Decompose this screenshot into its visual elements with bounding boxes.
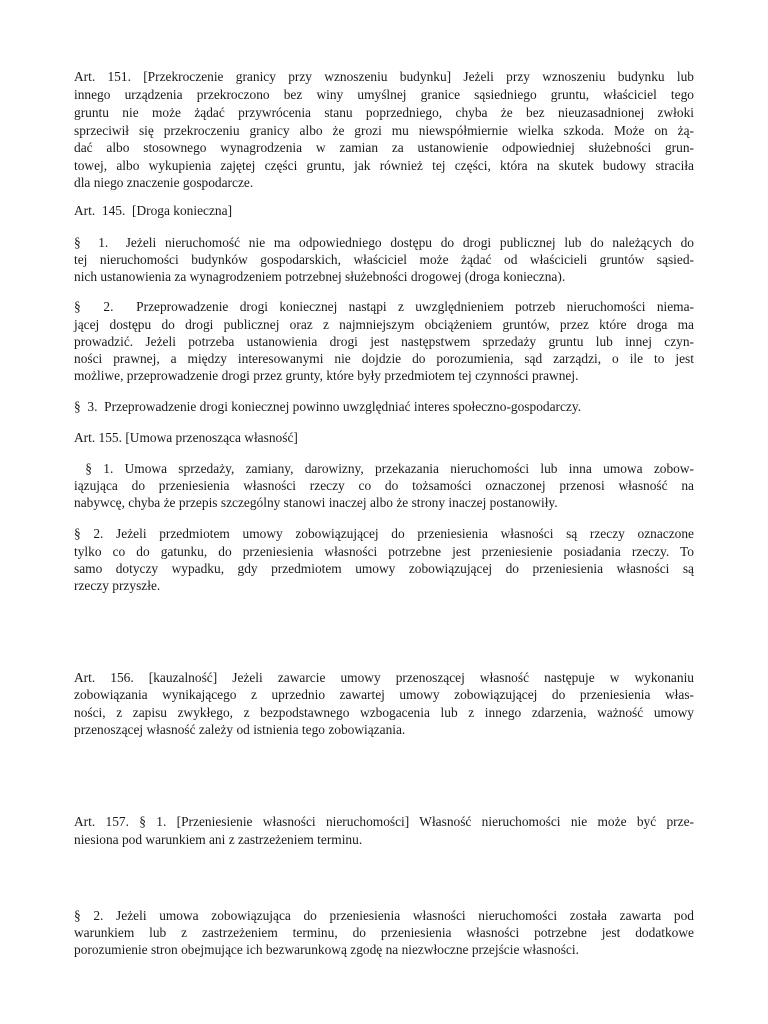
art145-p3-line: § 3. Przeprowadzenie drogi koniecznej powinno uwzględniać interes społeczno-gospodarczy.	[74, 399, 582, 414]
art151-line: towej, albo wykupienia zajętej części gruntu, jak również tej części, która na skutek budowy straciła	[74, 158, 694, 173]
art151-line: gruntu nie może żądać przywrócenia stanu poprzedniego, chyba że bez nieuzasadnionej zwłoki	[74, 105, 694, 120]
art145-p2-line: ności prawnej, a między interesowanymi nie dojdzie do porozumienia, sąd zarządzi, o ile to jest	[74, 351, 694, 366]
art145-p2-line: jącej dostępu do drogi publicznej oraz z najmniejszym obciążeniem gruntów, przez które droga ma	[74, 317, 694, 332]
art155-heading: Art. 155. [Umowa przenosząca własność]	[74, 430, 298, 445]
art156-line: przenoszącej własność zależy od istnienia tego zobowiązania.	[74, 722, 406, 737]
art151-line: dla niego znaczenie gospodarcze.	[74, 175, 254, 190]
art157-p2-line: warunkiem lub z zastrzeżeniem terminu, do przeniesienia własności potrzebne jest dodatkowe	[74, 925, 694, 940]
art156-line: Art. 156. [kauzalność] Jeżeli zawarcie umowy przenoszącej własność następuje w wykonaniu	[74, 670, 694, 685]
art156-line: ności, z zapisu zwykłego, z bezpodstawnego wzbogacenia lub z innego zdarzenia, ważność umowy	[74, 705, 694, 720]
art157-p2-line: porozumienie stron obejmujące ich bezwarunkową zgodę na niezwłoczne przejście własności.	[74, 942, 579, 957]
art155-p2-line: § 2. Jeżeli przedmiotem umowy zobowiązującej do przeniesienia własności są rzeczy oznaczone	[74, 526, 694, 541]
art151-line: innego urządzenia przekroczono bez winy umyślnej granice sąsiedniego gruntu, właściciel tego	[74, 87, 694, 102]
art145-p1-line: § 1. Jeżeli nieruchomość nie ma odpowiedniego dostępu do drogi publicznej lub do należących do	[74, 235, 694, 250]
art155-p1-line: iązująca do przeniesienia własności rzeczy co do tożsamości oznaczonej przenosi własność na	[74, 478, 694, 493]
art155-p2-line: rzeczy przyszłe.	[74, 578, 161, 593]
art151-line: dać albo stosownego wynagrodzenia w zamian za ustanowienie odpowiedniej służebności grun-	[74, 140, 694, 155]
art157-p1-line: Art. 157. § 1. [Przeniesienie własności nieruchomości] Własność nieruchomości nie może być prze-	[74, 814, 694, 829]
art155-p1-line: nabywcę, chyba że przepis szczególny stanowi inaczej albo że strony inaczej postanowiły.	[74, 495, 558, 510]
art155-p2-line: tylko co do gatunku, do przeniesienia własności potrzebne jest przeniesienie posiadania rzeczy. To	[74, 544, 694, 559]
art145-p2-line: możliwe, przeprowadzenie drogi przez grunty, które były przedmiotem tej czynności prawnej.	[74, 368, 579, 383]
art145-p1-line: tej nieruchomości budynków gospodarskich, właściciel może żądać od właścicieli gruntów sąsied-	[74, 252, 694, 267]
art151-line: Art. 151. [Przekroczenie granicy przy wznoszeniu budynku] Jeżeli przy wznoszeniu budynku lub	[74, 69, 694, 84]
art156-line: zobowiązania wynikającego z uprzednio zawartej umowy zobowiązującej do przeniesienia włas-	[74, 687, 694, 702]
art145-p2-line: prowadzić. Jeżeli potrzeba ustanowienia drogi jest następstwem sprzedaży gruntu lub innej czyn-	[74, 334, 694, 349]
art151-line: sprzeciwił się przekroczeniu granicy albo że grozi mu niewspółmiernie wielka szkoda. Może on żą-	[74, 123, 694, 138]
art155-p1-line: § 1. Umowa sprzedaży, zamiany, darowizny, przekazania nieruchomości lub inna umowa zobow-	[74, 461, 694, 476]
art145-p1-line: nich ustanowienia za wynagrodzeniem potrzebnej służebności drogowej (droga konieczna).	[74, 269, 566, 284]
art157-p2-line: § 2. Jeżeli umowa zobowiązująca do przeniesienia własności nieruchomości została zawarta pod	[74, 908, 694, 923]
art145-heading: Art. 145. [Droga konieczna]	[74, 203, 233, 218]
art145-p2-line: § 2. Przeprowadzenie drogi koniecznej nastąpi z uwzględnieniem potrzeb nieruchomości niema-	[74, 299, 694, 314]
art157-p1-line: niesiona pod warunkiem ani z zastrzeżeniem terminu.	[74, 832, 363, 847]
art155-p2-line: samo dotyczy wypadku, gdy przedmiotem umowy zobowiązującej do przeniesienia własności są	[74, 561, 694, 576]
